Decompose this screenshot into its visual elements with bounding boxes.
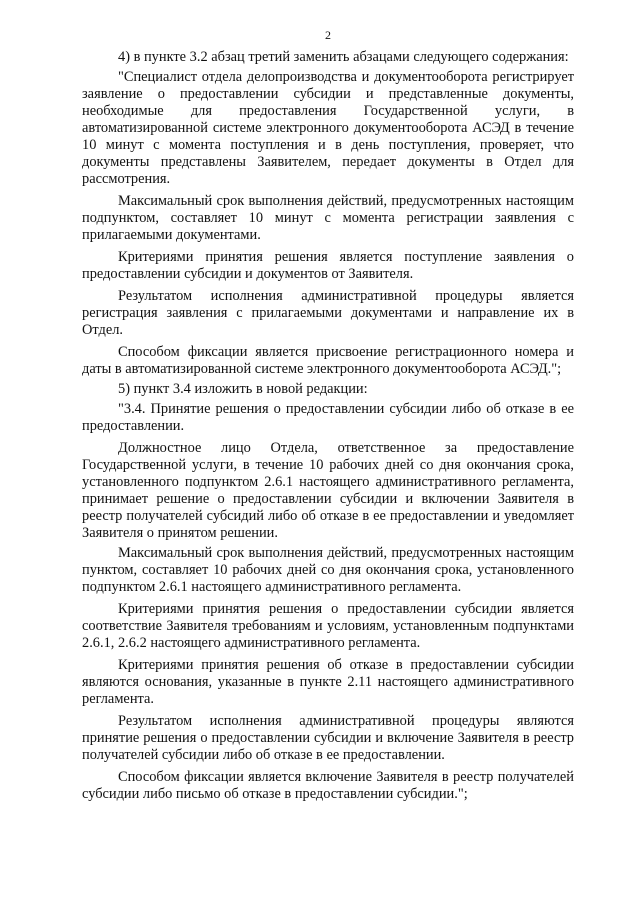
paragraph-criteria-registration: Критериями принятия решения является поступление заявления о предоставлении субсидии и документов от Заявителя. xyxy=(82,249,574,282)
paragraph-result-registration: Результатом исполнения административной процедуры является регистрация заявления с прилагаемыми документами и направление их в Отдел. xyxy=(82,288,574,338)
paragraph-max-term-decision: Максимальный срок выполнения действий, предусмотренных настоящим пунктом, составляет 10 рабочих дней со дня окончания срока, установленного подпунктом 2.6.1 настоящего административного регламента. xyxy=(82,545,574,595)
paragraph-fixation-decision: Способом фиксации является включение Заявителя в реестр получателей субсидии либо письмо об отказе в предоставлении субсидии."; xyxy=(82,769,574,802)
paragraph-item-4: 4) в пункте 3.2 абзац третий заменить абзацами следующего содержания: xyxy=(118,49,569,65)
paragraph-fixation-registration: Способом фиксации является присвоение регистрационного номера и даты в автоматизированной системе электронного документооборота АСЭД."; xyxy=(82,344,574,377)
page-number: 2 xyxy=(325,28,331,42)
paragraph-criteria-refusal: Критериями принятия решения об отказе в предоставлении субсидии являются основания, указанные в пункте 2.11 настоящего административного регламента. xyxy=(82,657,574,707)
paragraph-clause-3-4-title: "3.4. Принятие решения о предоставлении субсидии либо об отказе в ее предоставлении. xyxy=(82,401,574,434)
paragraph-item-5: 5) пункт 3.4 изложить в новой редакции: xyxy=(118,381,368,397)
paragraph-criteria-grant: Критериями принятия решения о предоставлении субсидии является соответствие Заявителя требованиям и условиям, установленным подпунктами 2.6.1, 2.6.2 настоящего административного регламента. xyxy=(82,601,574,651)
paragraph-max-term-registration: Максимальный срок выполнения действий, предусмотренных настоящим подпунктом, составляет 10 минут с момента регистрации заявления с прилагаемыми документами. xyxy=(82,193,574,243)
paragraph-official-decision: Должностное лицо Отдела, ответственное за предоставление Государственной услуги, в течение 10 рабочих дней со дня окончания срока, установленного подпунктом 2.6.1 настоящего административного регламента, принимает решение о предоставлении субсидии и включении Заявителя в реестр получателей субсидий либо об отказе в ее предоставлении и уведомляет Заявителя о принятом решении. xyxy=(82,440,574,541)
paragraph-result-decision: Результатом исполнения административной процедуры являются принятие решения о предоставлении субсидии и включение Заявителя в реестр получателей субсидии либо об отказе в ее предоставлении. xyxy=(82,713,574,763)
paragraph-specialist-registers: "Специалист отдела делопроизводства и документооборота регистрирует заявление о предоставлении субсидии и представленные документы, необходимые для предоставления Государственной услуги, в автоматизированной системе электронного документооборота АСЭД в течение 10 минут с момента поступления и в день поступления, проверяет, что документы представлены Заявителем, передает документы в Отдел для рассмотрения. xyxy=(82,69,574,187)
